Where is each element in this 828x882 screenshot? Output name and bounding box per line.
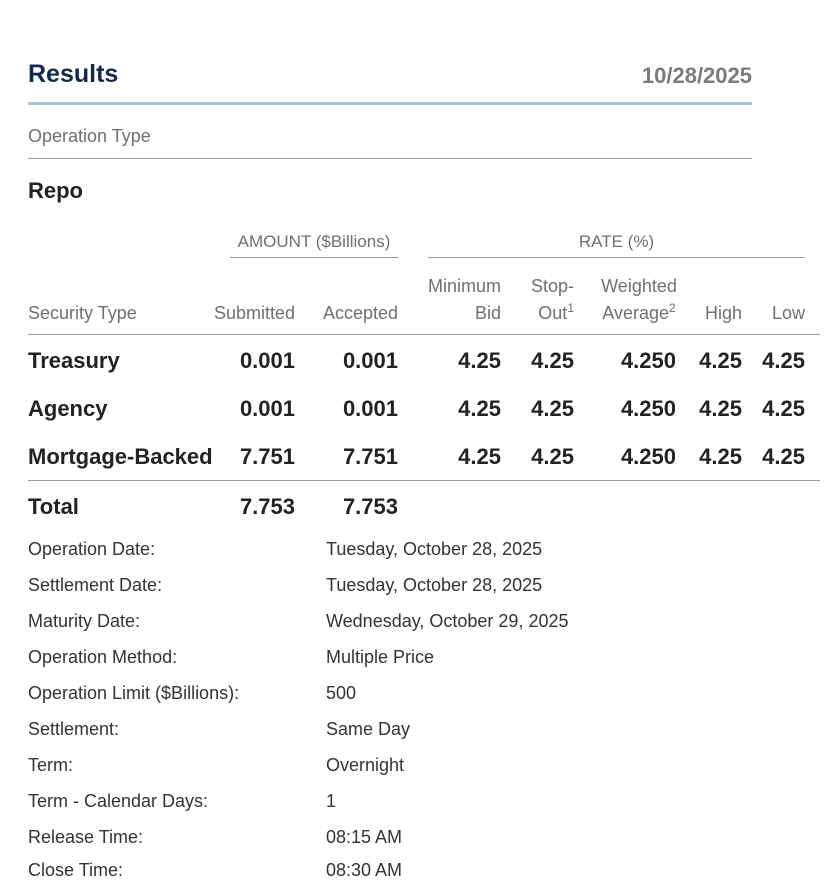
col-weighted-average-line1: Weighted — [601, 276, 677, 296]
cell-security-type: Agency — [28, 396, 108, 421]
cell-high: 4.25 — [699, 396, 742, 421]
detail-label: Operation Date: — [28, 539, 156, 559]
detail-value: Multiple Price — [326, 647, 435, 667]
cell-high: 4.25 — [699, 444, 742, 469]
detail-label: Settlement: — [28, 719, 120, 739]
detail-label: Operation Method: — [28, 647, 178, 667]
detail-label: Maturity Date: — [28, 611, 141, 631]
cell-submitted: 0.001 — [239, 396, 295, 421]
cell-minimum-bid: 4.25 — [458, 348, 501, 373]
col-high: High — [704, 303, 742, 323]
col-low: Low — [771, 303, 805, 323]
detail-value: Overnight — [326, 755, 405, 775]
detail-label: Term - Calendar Days: — [28, 791, 209, 811]
cell-minimum-bid: 4.25 — [458, 396, 501, 421]
total-accepted: 7.753 — [342, 494, 398, 519]
detail-value: Wednesday, October 29, 2025 — [326, 611, 569, 631]
col-stop-out-line1: Stop- — [530, 276, 574, 296]
cell-weighted-average: 4.250 — [620, 348, 676, 373]
col-submitted: Submitted — [213, 303, 295, 323]
cell-submitted: 0.001 — [239, 348, 295, 373]
col-weighted-average — [592, 273, 686, 327]
detail-value: Tuesday, October 28, 2025 — [326, 539, 543, 559]
col-minimum-bid — [420, 273, 501, 327]
detail-label: Settlement Date: — [28, 575, 163, 595]
table-total-divider — [28, 480, 820, 481]
col-accepted: Accepted — [322, 303, 398, 323]
detail-value: 08:30 AM — [326, 860, 403, 880]
detail-value: 08:15 AM — [326, 827, 403, 847]
col-stop-out — [518, 273, 574, 327]
cell-weighted-average: 4.250 — [620, 396, 676, 421]
detail-value: 500 — [326, 683, 357, 703]
footnote-1-marker: 1 — [567, 301, 574, 315]
cell-weighted-average: 4.250 — [620, 444, 676, 469]
results-date: 10/28/2025 — [641, 63, 752, 88]
cell-minimum-bid: 4.25 — [458, 444, 501, 469]
cell-stop-out: 4.25 — [531, 396, 574, 421]
col-security-type: Security Type — [28, 303, 137, 323]
detail-value: 1 — [326, 791, 337, 811]
col-minimum-bid-line1: Minimum — [427, 276, 501, 296]
cell-accepted: 0.001 — [342, 348, 398, 373]
detail-value: Same Day — [326, 719, 411, 739]
detail-value: Tuesday, October 28, 2025 — [326, 575, 543, 595]
col-minimum-bid-line2: Bid — [474, 303, 501, 323]
results-header — [28, 58, 752, 105]
cell-high: 4.25 — [699, 348, 742, 373]
detail-label: Operation Limit ($Billions): — [28, 683, 240, 703]
operation-type-value: Repo — [28, 178, 83, 203]
col-stop-out-line2: Out — [538, 303, 568, 323]
cell-security-type: Mortgage-Backed — [28, 444, 213, 469]
operation-type-label: Operation Type — [28, 126, 752, 159]
detail-label: Term: — [28, 755, 73, 775]
cell-accepted: 7.751 — [342, 444, 398, 469]
cell-low: 4.25 — [762, 396, 805, 421]
col-weighted-average-line2: Average — [602, 303, 670, 323]
page-title: Results — [28, 60, 119, 88]
rate-group-header: RATE (%) — [428, 232, 805, 258]
detail-label: Close Time: — [28, 860, 124, 880]
cell-stop-out: 4.25 — [531, 348, 574, 373]
cell-low: 4.25 — [762, 444, 805, 469]
cell-submitted: 7.751 — [239, 444, 295, 469]
total-submitted: 7.753 — [239, 494, 295, 519]
cell-security-type: Treasury — [28, 348, 120, 373]
cell-stop-out: 4.25 — [531, 444, 574, 469]
cell-accepted: 0.001 — [342, 396, 398, 421]
cell-low: 4.25 — [762, 348, 805, 373]
total-label: Total — [28, 494, 79, 519]
amount-group-header: AMOUNT ($Billions) — [230, 232, 398, 258]
table-header-divider — [28, 334, 820, 335]
detail-label: Release Time: — [28, 827, 144, 847]
footnote-2-marker: 2 — [669, 301, 676, 315]
